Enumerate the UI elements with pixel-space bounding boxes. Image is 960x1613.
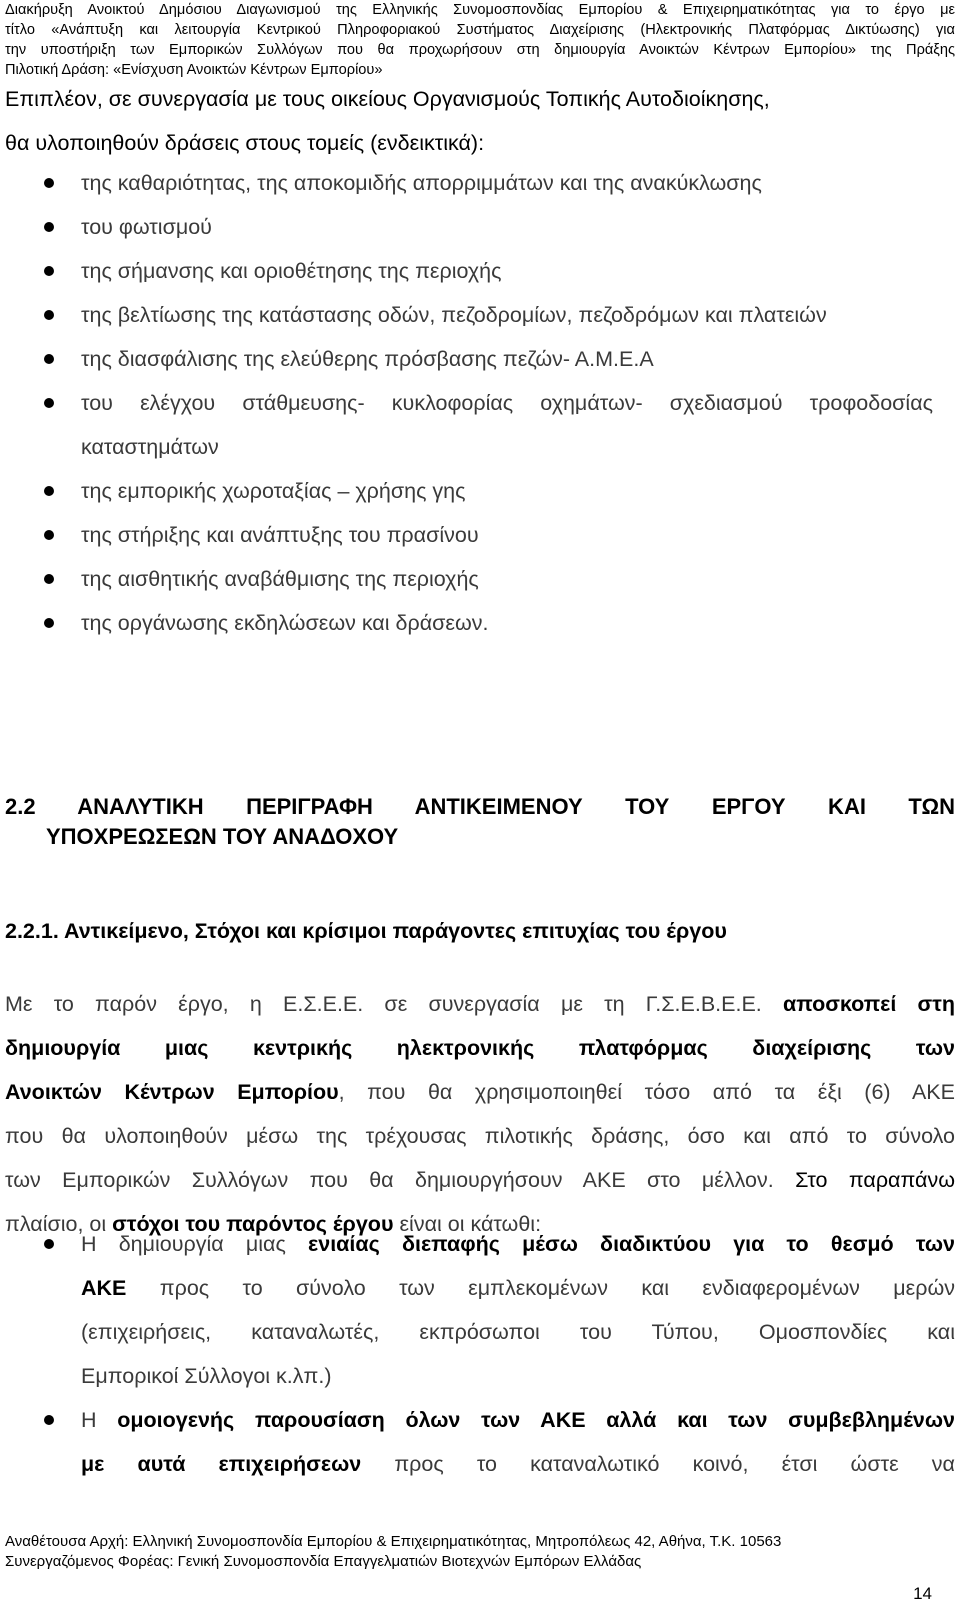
paragraph-line: Ανοικτών Κέντρων Εμπορίου, που θα χρησιμοποιηθεί τόσο από τα έξι (6) ΑΚΕ [5,1080,955,1104]
intro-paragraph [5,77,950,165]
running-header [5,0,955,80]
bullet-icon [44,222,54,232]
footer-line: Αναθέτουσα Αρχή: Ελληνική Συνομοσπονδία Εμπορίου & Επιχειρηματικότητας, Μητροπόλεως 42, Αθήνα, Τ.Κ. 10563 [5,1533,782,1550]
bullet-icon [44,618,54,628]
header-line: Πιλοτική Δράση: «Ενίσχυση Ανοικτών Κέντρων Εμπορίου» [5,62,383,78]
list-item: της στήριξης και ανάπτυξης του πρασίνου [0,513,933,557]
page-number: 14 [913,1584,932,1603]
list-item: της διασφάλισης της ελεύθερης πρόσβασης πεζών- Α.Μ.Ε.Α [0,337,933,381]
sectors-list [0,161,960,645]
list-item: Η δημιουργία μιας ενιαίας διεπαφής μέσω διαδικτύου για το θεσμό των ΑΚΕ προς το σύνολο των εμπλεκομένων και ενδιαφερομένων μερών (επιχειρήσεις, καταναλωτές, εκπρόσωποι του Τύπου, Ομοσπονδίες και Εμπορικοί Σύλλογοι κ.λπ.) [0,1222,955,1398]
bullet-icon [44,1239,54,1249]
bullet-icon [44,398,54,408]
header-line: τίτλο «Ανάπτυξη και λειτουργία Κεντρικού Πληροφοριακού Συστήματος Διαχείρισης (Ηλεκτρονικής Πλατφόρμας Δικτύωσης) για [5,22,955,38]
paragraph-line: δημιουργία μιας κεντρικής ηλεκτρονικής πλατφόρμας διαχείρισης των [5,1036,955,1060]
list-item: της αισθητικής αναβάθμισης της περιοχής [0,557,933,601]
list-item: του φωτισμού [0,205,933,249]
list-item: του ελέγχου στάθμευσης- κυκλοφορίας οχημάτων- σχεδιασμού τροφοδοσίας καταστημάτων [0,381,933,469]
list-item: Η ομοιογενής παρουσίαση όλων των ΑΚΕ αλλά και των συμβεβλημένων με αυτά επιχειρήσεων προς το καταναλωτικό κοινό, έτσι ώστε να [0,1398,955,1486]
header-line: την υποστήριξη των Εμπορικών Συλλόγων που θα προχωρήσουν στη δημιουργία Ανοικτών Κέντρων Εμπορίου» της Πράξης [5,42,955,58]
bullet-icon [44,266,54,276]
section-heading-line: 2.2 ΑΝΑΛΥΤΙΚΗ ΠΕΡΙΓΡΑΦΗ ΑΝΤΙΚΕΙΜΕΝΟΥ ΤΟΥ ΕΡΓΟΥ ΚΑΙ ΤΩΝ [5,794,955,819]
objective-paragraph [5,982,955,1246]
paragraph-line: πλαίσιο, οι στόχοι του παρόντος έργου είναι οι κάτωθι: [5,1212,542,1236]
list-item: της οργάνωσης εκδηλώσεων και δράσεων. [0,601,933,645]
goals-list [0,1222,960,1486]
header-line: Διακήρυξη Ανοικτού Δημόσιου Διαγωνισμού της Ελληνικής Συνομοσπονδίας Εμπορίου & Επιχειρηματικότητας για το έργο με [5,2,955,18]
paragraph-line: των Εμπορικών Συλλόγων που θα δημιουργήσουν ΑΚΕ στο μέλλον. Στο παραπάνω [5,1168,955,1192]
intro-line: θα υλοποιηθούν δράσεις στους τομείς (ενδεικτικά): [5,131,485,155]
section-heading [5,792,955,852]
bullet-icon [44,354,54,364]
bullet-icon [44,574,54,584]
list-item: της καθαριότητας, της αποκομιδής απορριμμάτων και της ανακύκλωσης [0,161,933,205]
bullet-icon [44,310,54,320]
subsection-heading: 2.2.1. Αντικείμενο, Στόχοι και κρίσιμοι παράγοντες επιτυχίας του έργου [5,919,727,943]
running-footer [5,1532,955,1572]
bullet-icon [44,486,54,496]
list-item: της βελτίωσης της κατάστασης οδών, πεζοδρομίων, πεζοδρόμων και πλατειών [0,293,933,337]
bullet-icon [44,178,54,188]
paragraph-line: που θα υλοποιηθούν μέσω της τρέχουσας πιλοτικής δράσης, όσο και από το σύνολο [5,1124,955,1148]
paragraph-line: Με το παρόν έργο, η Ε.Σ.Ε.Ε. σε συνεργασία με τη Γ.Σ.Ε.Β.Ε.Ε. αποσκοπεί στη [5,992,955,1016]
intro-line: Επιπλέον, σε συνεργασία με τους οικείους Οργανισμούς Τοπικής Αυτοδιοίκησης, [5,87,770,111]
section-heading-line: ΥΠΟΧΡΕΩΣΕΩΝ ΤΟΥ ΑΝΑΔΟΧΟΥ [46,824,399,849]
bullet-icon [44,530,54,540]
bullet-icon [44,1415,54,1425]
list-item: της σήμανσης και οριοθέτησης της περιοχής [0,249,933,293]
footer-line: Συνεργαζόμενος Φορέας: Γενική Συνομοσπονδία Επαγγελματιών Βιοτεχνών Εμπόρων Ελλάδας [5,1553,642,1570]
list-item: της εμπορικής χωροταξίας – χρήσης γης [0,469,933,513]
